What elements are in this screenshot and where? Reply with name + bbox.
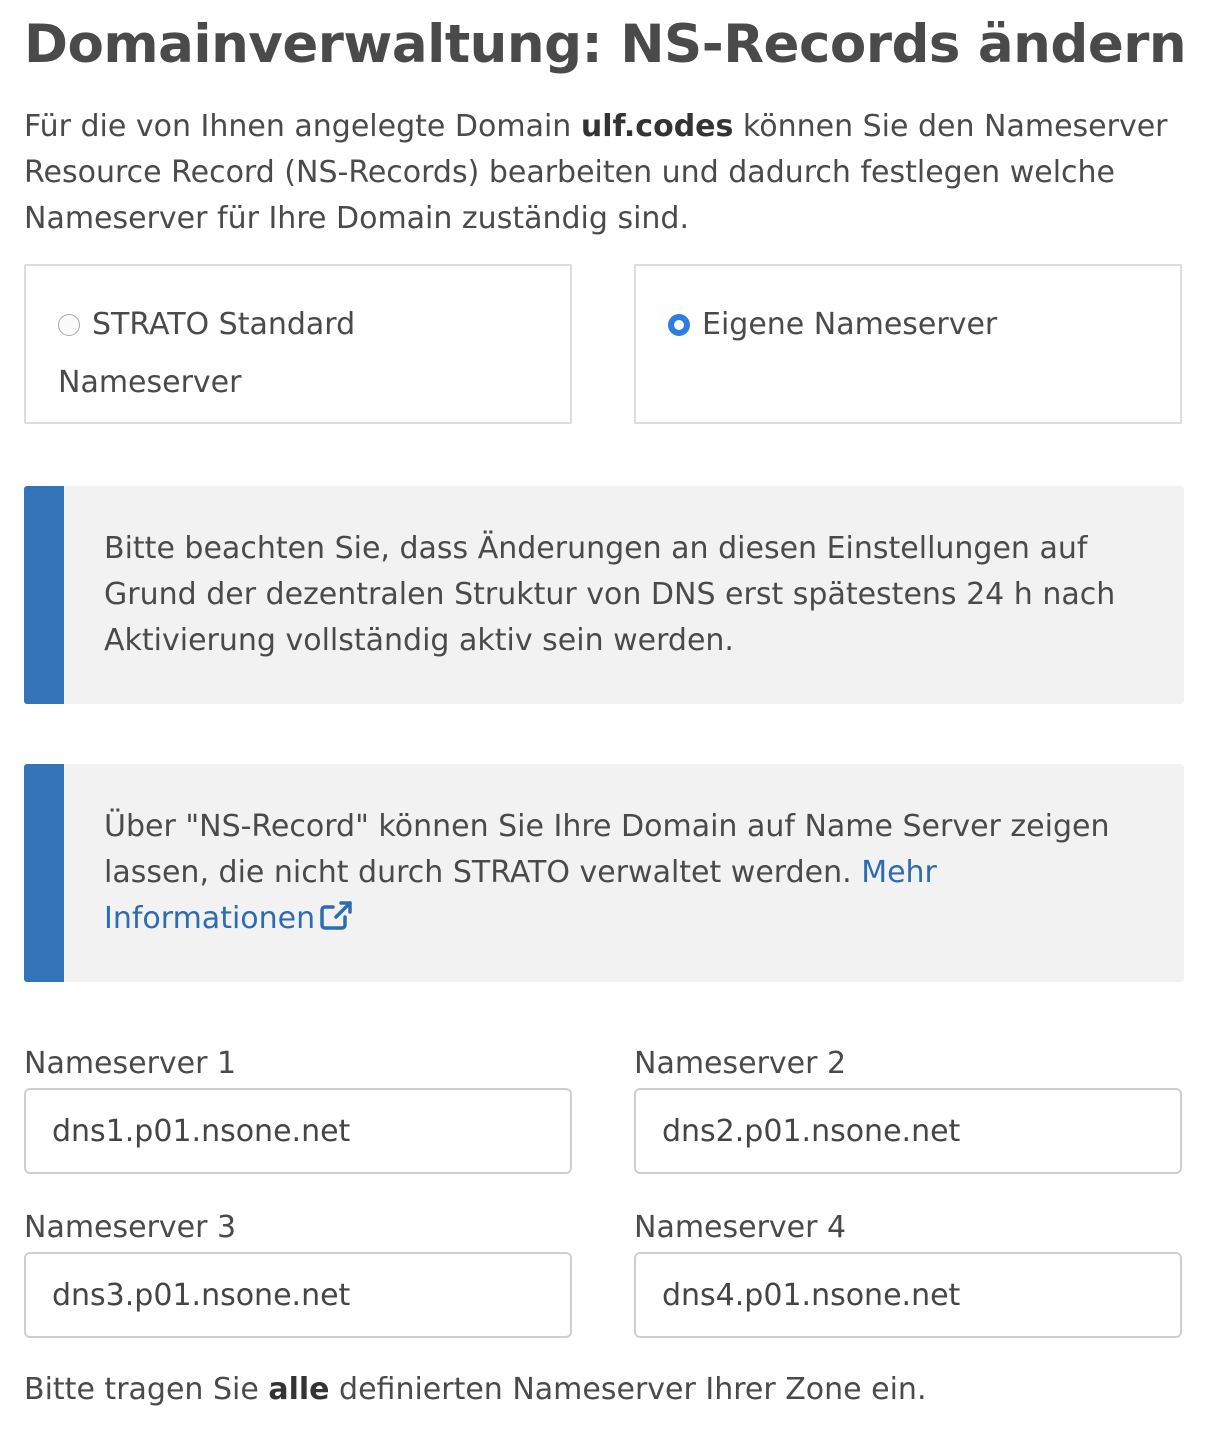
nameserver-4-input[interactable] bbox=[634, 1252, 1182, 1338]
ns-record-notice-text bbox=[104, 804, 1144, 944]
nameserver-2-label: Nameserver 2 bbox=[634, 1046, 847, 1081]
option-custom-nameserver-label: Eigene Nameserver bbox=[702, 307, 998, 342]
nameserver-2-input[interactable] bbox=[634, 1088, 1182, 1174]
ns-record-notice bbox=[24, 764, 1184, 982]
propagation-notice bbox=[24, 486, 1184, 704]
nameserver-3-label: Nameserver 3 bbox=[24, 1210, 237, 1245]
external-link-icon bbox=[319, 898, 353, 944]
option-custom-nameserver[interactable] bbox=[634, 264, 1182, 424]
ns-record-notice-body: Über "NS-Record" können Sie Ihre Domain auf Name Server zeigen lassen, die nicht durch STRATO verwaltet werden. bbox=[104, 809, 1110, 890]
nameserver-1-label: Nameserver 1 bbox=[24, 1046, 237, 1081]
domain-name: ulf.codes bbox=[580, 109, 734, 144]
page-title: Domainverwaltung: NS-Records ändern bbox=[24, 14, 1187, 75]
footer-note-before: Bitte tragen Sie bbox=[24, 1372, 269, 1407]
more-info-link-label: Mehr Informationen bbox=[104, 855, 937, 936]
nameserver-3-input[interactable] bbox=[24, 1252, 572, 1338]
footer-note bbox=[24, 1372, 926, 1407]
footer-note-bold: alle bbox=[268, 1372, 330, 1407]
nameserver-1-input[interactable] bbox=[24, 1088, 572, 1174]
option-strato-standard[interactable] bbox=[24, 264, 572, 424]
nameserver-4-label: Nameserver 4 bbox=[634, 1210, 847, 1245]
footer-note-after: definierten Nameserver Ihrer Zone ein. bbox=[329, 1372, 927, 1407]
intro-text bbox=[24, 104, 1194, 242]
intro-text-before: Für die von Ihnen angelegte Domain bbox=[24, 109, 581, 144]
option-strato-standard-label: STRATO Standard Nameserver bbox=[58, 307, 356, 400]
propagation-notice-text: Bitte beachten Sie, dass Änderungen an diesen Einstellungen auf Grund der dezentralen Struktur von DNS erst spätestens 24 h nach Aktivierung vollständig aktiv sein werden. bbox=[104, 531, 1116, 658]
intro-text-after: können Sie den Nameserver Resource Record (NS-Records) bearbeiten und dadurch festlegen welche Nameserver für Ihre Domain zuständig sind. bbox=[24, 109, 1168, 236]
